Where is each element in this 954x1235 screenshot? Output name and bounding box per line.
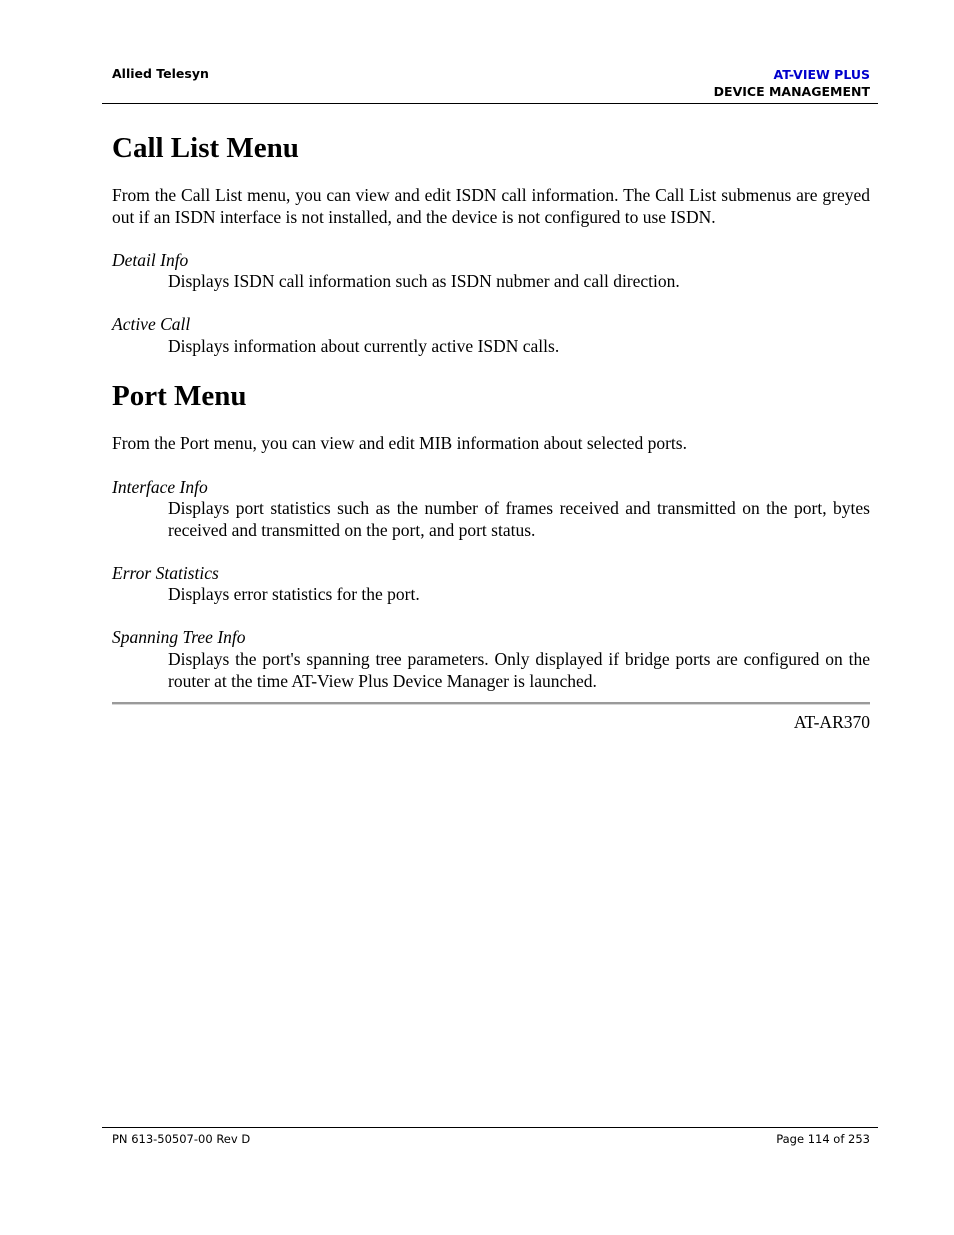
model-label: AT-AR370 [793,712,870,732]
product-name: AT-VIEW PLUS [773,67,870,82]
desc-detail-info: Displays ISDN call information such as ISDN nubmer and call direction. [168,271,680,291]
company-name: Allied Telesyn [112,66,209,81]
page-number: Page 114 of 253 [776,1132,870,1146]
desc-active-call: Displays information about currently active ISDN calls. [168,336,560,356]
term-detail-info: Detail Info [112,250,189,270]
section-name: DEVICE MANAGEMENT [713,84,870,99]
desc-interface-info: Displays port statistics such as the number of frames received and transmitted on the port, bytes received and transmitted on the port, and port status. [168,498,870,540]
desc-error-statistics: Displays error statistics for the port. [168,584,420,604]
term-error-statistics: Error Statistics [112,563,219,583]
header-right [714,66,870,100]
footer-divider [102,1127,878,1128]
call-list-heading: Call List Menu [112,132,299,164]
port-menu-intro: From the Port menu, you can view and edit MIB information about selected ports. [112,433,687,453]
call-list-intro: From the Call List menu, you can view and edit ISDN call information. The Call List submenus are greyed out if an ISDN interface is not installed, and the device is not configured to use ISDN. [112,185,870,227]
term-interface-info: Interface Info [112,477,208,497]
term-active-call: Active Call [112,314,191,334]
term-spanning-tree-info: Spanning Tree Info [112,627,246,647]
part-number: PN 613-50507-00 Rev D [112,1132,251,1146]
header-divider [102,103,878,104]
desc-spanning-tree-info: Displays the port's spanning tree parameters. Only displayed if bridge ports are configured on the router at the time AT-View Plus Device Manager is launched. [168,649,870,691]
content-divider [112,702,870,705]
port-menu-heading: Port Menu [112,380,247,412]
